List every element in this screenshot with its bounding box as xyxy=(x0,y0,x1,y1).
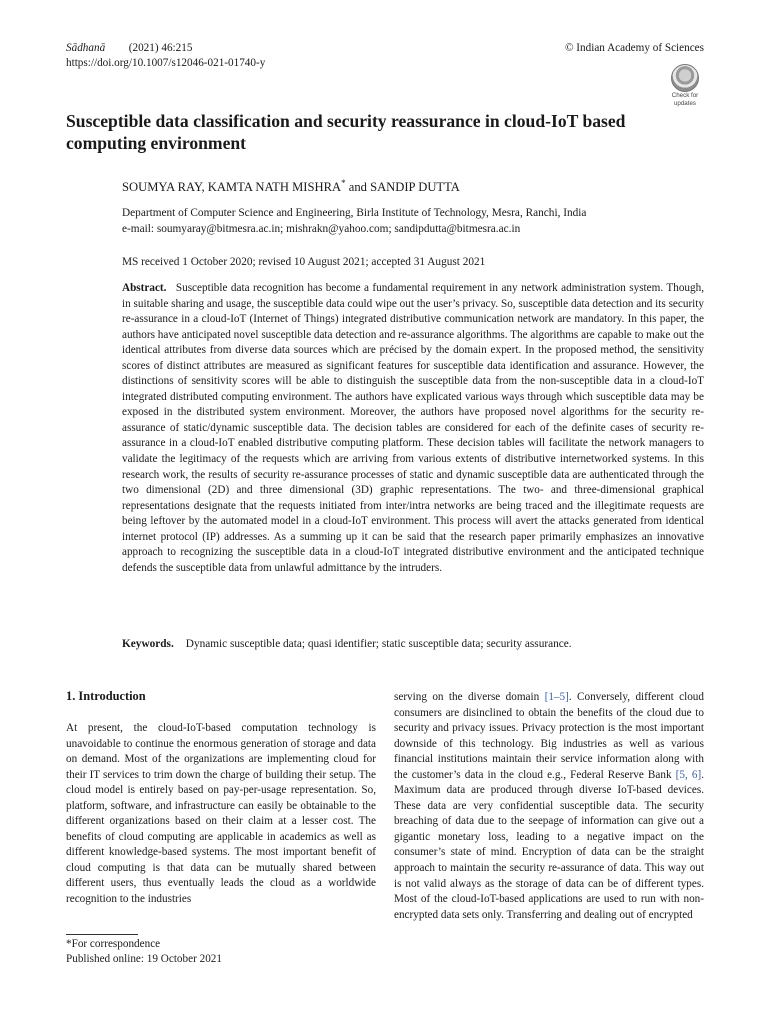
copyright-notice: © Indian Academy of Sciences xyxy=(565,42,704,54)
keywords-text: Dynamic susceptible data; quasi identifier; static susceptible data; security assurance. xyxy=(185,638,572,650)
affiliation: Department of Computer Science and Engineering, Birla Institute of Technology, Mesra, Ranchi, India xyxy=(122,207,587,219)
intro-left-column: At present, the cloud-IoT-based computation technology is unavoidable to continue the enormous generation of storage and data on demand. Most of the organizations are implementing cloud for their IT services to trim down the charge of building their setup. The cloud model is entirely based on pay-per-usage representation. So, platform, software, and infrastructure can easily be obtainable to the different organizations based on their claim at a lesser cost. The benefits of cloud computing are applicable in academics as well as different knowledge-based systems. The most important benefit of cloud computing is that data can be mutually shared between different users, thus eventually leads the cloud as a worldwide recognition to the industries xyxy=(66,722,376,906)
badge-line-2: updates xyxy=(673,99,697,107)
badge-line-1: Check for xyxy=(671,92,699,99)
intro-text-a: serving on the diverse domain xyxy=(394,691,545,703)
intro-text-b: . Conversely, different cloud consumers are disinclined to obtain the benefits of the cloud due to security and privacy issues. Privacy protection is the most important downside of this technology. Big industries as well as various financial institutions maintain their service information along with the customer’s data in the cloud e.g., Federal Reserve Bank xyxy=(394,691,704,781)
abstract-text: Susceptible data recognition has become a fundamental requirement in any network administration system. Though, in suitable sharing and usage, the susceptible data could wipe out the user’s privacy. So, susceptible data detection and its security re-assurance in a cloud-IoT (Internet of Things) integrated distributive communication network are mandatory. In this paper, the authors have anticipated novel susceptible data detection and re-assurance algorithms. The algorithms are capable to make out the identical attributes from diverse data sources which are précised by the domain expert. In the proposed method, the sensitivity scores of distinct attributes are measured as significant features for susceptible data identification and assurance. However, the distinctions of sensitivity scores will be able to distinguish the susceptible data from the non-susceptible data in a cloud-IoT integrated distributed computing environment. The authors have explicated various ways through which susceptible data may be exposed in the distributed system environment. Moreover, the authors have proposed novel algorithms for the security re-assurance of static/dynamic susceptible data. The decision tables are considered for each of the definite cases of security re-assurance in a cloud-IoT enabled distributive computing platform. These decision tables will facilitate the network managers to validate the legitimacy of the requests which are arriving from various extents of distributive internetworked systems. In this research work, the results of security re-assurance processes of static and dynamic susceptible data are authenticated through the two dimensional (2D) and three dimensional (3D) graphic representations. The two- and three-dimensional graphical representations designate that the requests initiated from inter/intra networks are being traced and the illegitimate requests are being leftover by the automated model in a cloud-IoT environment. This process will avert the attacks generated from identical internet protocol (IP) addresses. As a summing up it can be said that the research paper primarily emphasizes an innovative approach to recognizing the susceptible data in a cloud-IoT integrated distributive environment and the anticipated technique defends the susceptible data from unlawful admittance by the intruders. xyxy=(122,282,704,574)
author-list xyxy=(122,175,460,195)
intro-text-c: . Maximum data are produced through diverse IoT-based devices. These data are very confidential susceptible data. The security breaching of data due to the seepage of information can give out a gigantic monetary loss, leading to a negative impact on the consumer’s state of mind. Encryption of data can be the straight approach to maintain the security re-assurance of data. This way out is not valid always as the storage of data can be of different types. Most of the cloud-IoT-based applications are used to run with non-encrypted data sets only. Transferring and dealing out of encrypted xyxy=(394,768,704,921)
correspondence-mark: * xyxy=(341,178,346,188)
check-updates-icon xyxy=(671,64,699,92)
citation-link[interactable]: [1–5] xyxy=(544,691,569,703)
author-emails: e-mail: soumyaray@bitmesra.ac.in; mishrakn@yahoo.com; sandipdutta@bitmesra.ac.in xyxy=(122,222,521,235)
keywords xyxy=(122,638,572,650)
journal-citation xyxy=(66,41,192,55)
journal-name: Sādhanā xyxy=(66,42,106,54)
doi-link[interactable]: https://doi.org/10.1007/s12046-021-01740-y xyxy=(66,57,266,69)
abstract-label: Abstract. xyxy=(122,282,167,294)
paper-title: Susceptible data classification and security reassurance in cloud-IoT based computing environment xyxy=(66,111,626,153)
authors-tail: and SANDIP DUTTA xyxy=(348,180,460,195)
affiliation-block xyxy=(122,206,586,237)
authors-main: SOUMYA RAY, KAMTA NATH MISHRA xyxy=(122,180,342,195)
section-heading: 1. Introduction xyxy=(66,689,146,703)
footnote-rule xyxy=(66,934,138,935)
published-date: Published online: 19 October 2021 xyxy=(66,953,222,965)
citation-link[interactable]: [5, 6] xyxy=(675,768,702,781)
received-dates: MS received 1 October 2020; revised 10 August 2021; accepted 31 August 2021 xyxy=(122,256,486,268)
volume-info: (2021) 46:215 xyxy=(128,42,193,54)
check-for-updates-badge[interactable] xyxy=(666,64,704,107)
abstract xyxy=(122,281,704,576)
intro-right-column xyxy=(394,690,704,923)
correspondence-footnote: *For correspondence xyxy=(66,938,161,950)
keywords-label: Keywords. xyxy=(122,638,174,650)
